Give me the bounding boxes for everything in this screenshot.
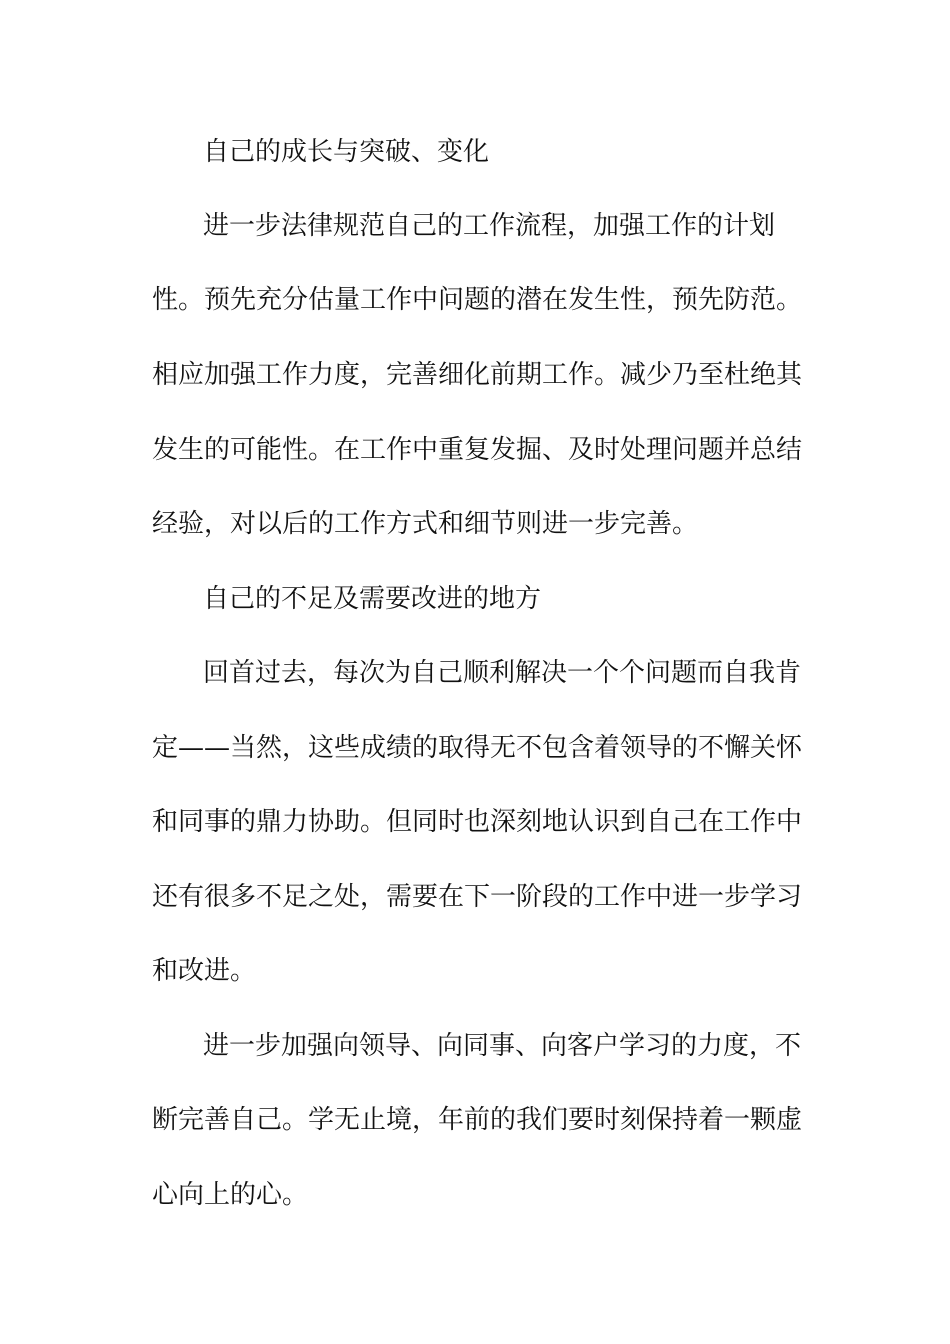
section-heading-growth: 自己的成长与突破、变化 (203, 137, 490, 167)
paragraph-line: 相应加强工作力度，完善细化前期工作。减少乃至杜绝其 (152, 360, 803, 390)
paragraph-line: 还有很多不足之处，需要在下一阶段的工作中进一步学习 (152, 882, 803, 912)
paragraph-line: 发生的可能性。在工作中重复发掘、及时处理问题并总结 (152, 435, 803, 465)
paragraph-line: 进一步加强向领导、向同事、向客户学习的力度，不 (203, 1031, 802, 1061)
paragraph-line: 性。预先充分估量工作中问题的潜在发生性，预先防范。 (152, 285, 803, 315)
paragraph-line: 定——当然，这些成绩的取得无不包含着领导的不懈关怀 (152, 733, 803, 763)
paragraph-line: 断完善自己。学无止境，年前的我们要时刻保持着一颗虚 (152, 1105, 803, 1135)
paragraph-line: 经验，对以后的工作方式和细节则进一步完善。 (152, 509, 699, 539)
paragraph-line: 和同事的鼎力协助。但同时也深刻地认识到自己在工作中 (152, 807, 803, 837)
paragraph-line: 进一步法律规范自己的工作流程，加强工作的计划 (203, 211, 776, 241)
paragraph-line: 和改进。 (152, 956, 257, 986)
paragraph-line: 心向上的心。 (152, 1180, 309, 1210)
section-heading-shortcomings: 自己的不足及需要改进的地方 (203, 584, 542, 614)
paragraph-line: 回首过去，每次为自己顺利解决一个个问题而自我肯 (203, 658, 802, 688)
